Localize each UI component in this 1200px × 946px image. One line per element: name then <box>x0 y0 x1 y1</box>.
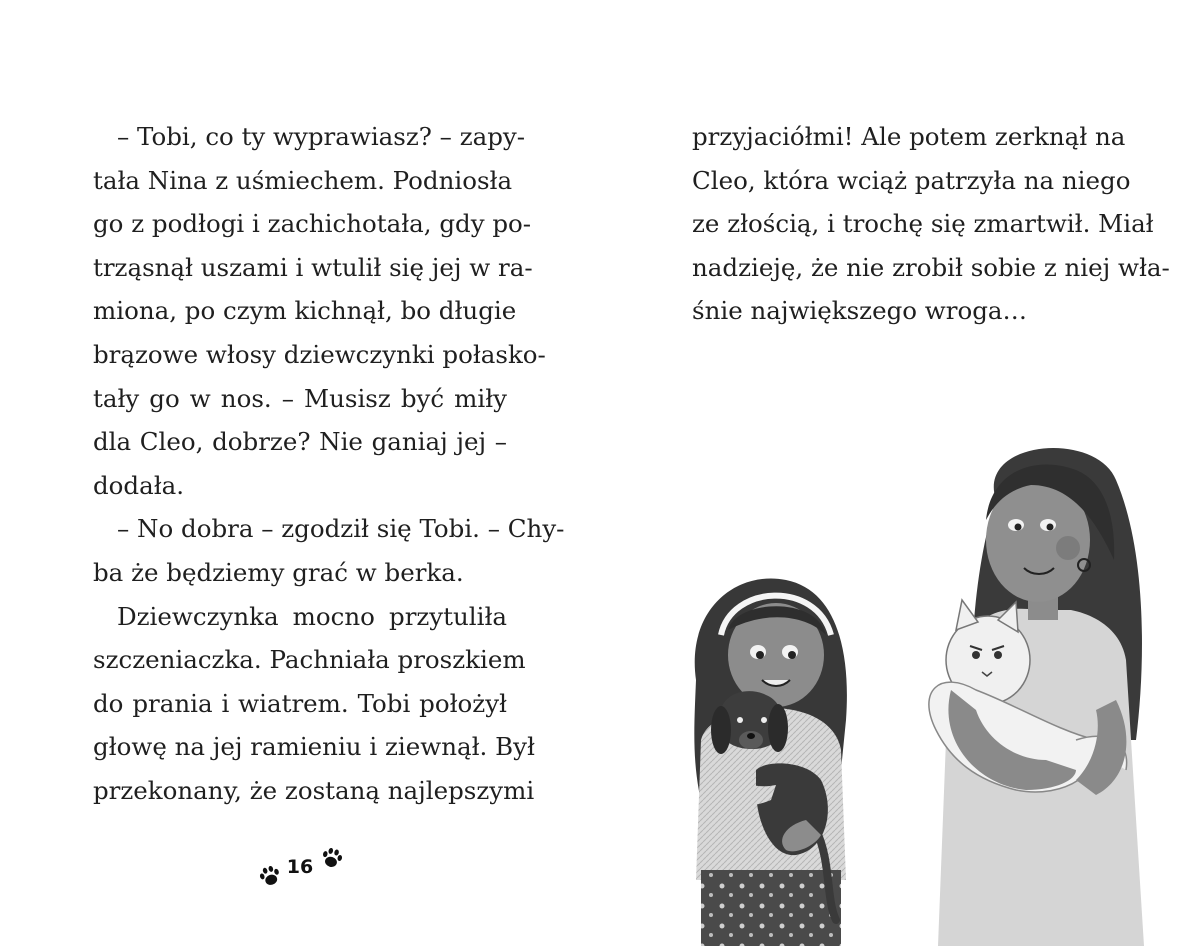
text-line: ba że będziemy grać w berka. <box>93 557 464 587</box>
text-line: miona, po czym kichnął, bo długie <box>93 296 517 326</box>
text-line: przekonany, że zostaną najlepszymi <box>93 775 535 805</box>
text-line: Dziewczynka mocno przytuliła <box>117 601 507 631</box>
text-line: Cleo, która wciąż patrzyła na niego <box>692 165 1131 195</box>
woman-figure <box>929 448 1144 946</box>
text-line: do prania i wiatrem. Tobi położył <box>93 688 507 718</box>
text-line: nadzieję, że nie zrobił sobie z niej wła- <box>692 252 1170 282</box>
text-line: głowę na jej ramieniu i ziewnął. Był <box>93 732 535 762</box>
left-page-text <box>93 115 565 813</box>
page-number: 16 <box>286 856 314 878</box>
page-footer <box>256 846 356 890</box>
text-line: śnie największego wroga… <box>692 296 1028 326</box>
text-line: go z podłogi i zachichotała, gdy po- <box>93 209 532 239</box>
text-line: – Tobi, co ty wyprawiasz? – zapy- <box>117 122 526 151</box>
text-line: tały go w nos. – Musisz być miły <box>93 383 507 413</box>
text-line: ze złością, i trochę się zmartwił. Miał <box>692 209 1154 239</box>
paw-print-icon <box>320 846 344 870</box>
text-line: szczeniaczka. Pachniała proszkiem <box>93 645 526 675</box>
paw-print-icon <box>258 864 282 888</box>
text-line: dodała. <box>93 470 185 500</box>
text-line: przyjaciółmi! Ale potem zerknął na <box>692 122 1126 151</box>
text-line: tała Nina z uśmiechem. Podniosła <box>93 165 513 195</box>
text-line: – No dobra – zgodził się Tobi. – Chy- <box>117 514 565 544</box>
illustration <box>676 440 1156 946</box>
text-line: trząsnął uszami i wtulił się jej w ra- <box>93 252 533 282</box>
text-line: brązowe włosy dziewczynki połasko- <box>93 339 546 369</box>
text-line: dla Cleo, dobrze? Nie ganiaj jej – <box>93 427 507 457</box>
girl-figure <box>694 578 847 946</box>
right-page-text <box>692 115 1170 333</box>
